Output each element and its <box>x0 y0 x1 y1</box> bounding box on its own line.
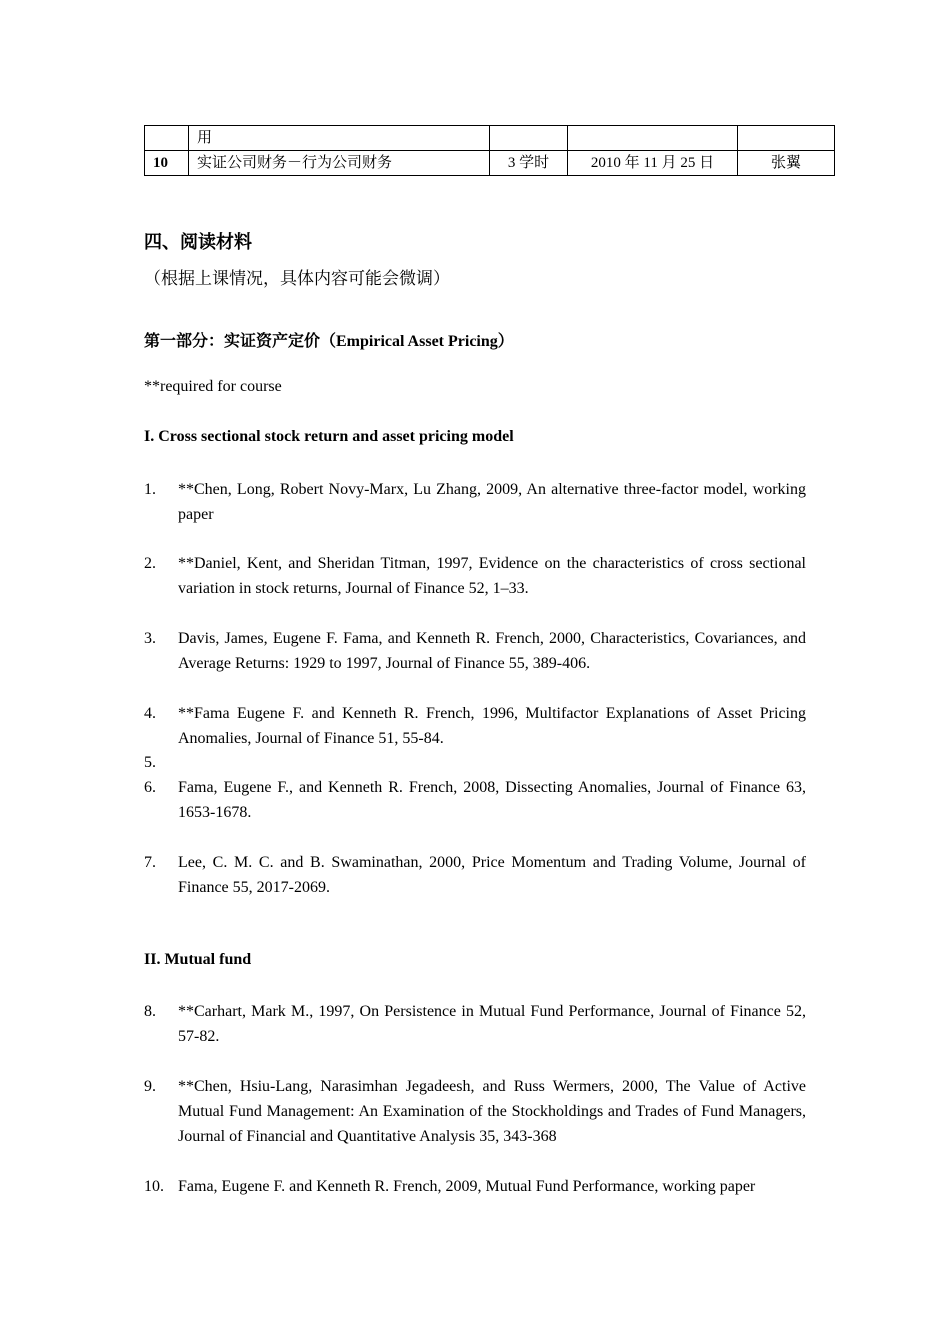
table-cell-no <box>145 126 189 151</box>
required-note: **required for course <box>144 378 282 395</box>
reference-number: 7. <box>144 854 156 871</box>
section-heading-reading-materials: 四、阅读材料 <box>144 232 252 252</box>
table-row <box>145 126 835 151</box>
table-cell-teacher: 张翼 <box>738 151 835 176</box>
adjustment-note: （根据上课情况，具体内容可能会微调） <box>144 269 450 288</box>
reference-item <box>144 626 806 676</box>
reference-number: 4. <box>144 705 156 722</box>
table-cell-teacher <box>738 126 835 151</box>
reference-item <box>144 1174 806 1199</box>
reference-text: Davis, James, Eugene F. Fama, and Kenneth R. French, 2000, Characteristics, Covariances, and Average Returns: 1929 to 1997, Journal of Finance 55, 389-406. <box>178 630 806 672</box>
reference-text: **Chen, Long, Robert Novy-Marx, Lu Zhang, 2009, An alternative three-factor model, working paper <box>178 481 806 523</box>
reference-item <box>144 775 806 825</box>
reference-item <box>144 551 806 601</box>
table-row <box>145 151 835 176</box>
reference-item <box>144 999 806 1049</box>
table-cell-date <box>568 126 738 151</box>
table-cell-no: 10 <box>145 151 189 176</box>
reference-text: Lee, C. M. C. and B. Swaminathan, 2000, Price Momentum and Trading Volume, Journal of Finance 55, 2017-2069. <box>178 854 806 896</box>
reference-text: **Carhart, Mark M., 1997, On Persistence in Mutual Fund Performance, Journal of Finance 52, 57-82. <box>178 1003 806 1045</box>
table-cell-topic: 实证公司财务－行为公司财务 <box>189 151 490 176</box>
part-title: 第一部分：实证资产定价（Empirical Asset Pricing） <box>144 333 514 350</box>
reference-text: **Chen, Hsiu-Lang, Narasimhan Jegadeesh, and Russ Wermers, 2000, The Value of Active Mutual Fund Management: An Examination of the Stockholdings and Trades of Fund Managers, Journal of Financial and Quantitative Analysis 35, 343-368 <box>178 1078 806 1145</box>
table-cell-hours: 3 学时 <box>490 151 568 176</box>
reference-number: 1. <box>144 481 156 498</box>
course-schedule-table <box>144 125 835 176</box>
reference-number: 2. <box>144 555 156 572</box>
reference-number: 10. <box>144 1178 164 1195</box>
reference-number: 3. <box>144 630 156 647</box>
reference-number: 9. <box>144 1078 156 1095</box>
reference-number: 5. <box>144 754 156 771</box>
reference-text: **Daniel, Kent, and Sheridan Titman, 1997, Evidence on the characteristics of cross sectional variation in stock returns, Journal of Finance 52, 1–33. <box>178 555 806 597</box>
reference-text: **Fama Eugene F. and Kenneth R. French, 1996, Multifactor Explanations of Asset Pricing Anomalies, Journal of Finance 51, 55-84. <box>178 705 806 747</box>
section-title-mutual-fund: II. Mutual fund <box>144 951 252 968</box>
reference-item <box>144 701 806 751</box>
table-cell-date: 2010 年 11 月 25 日 <box>568 151 738 176</box>
reference-text: Fama, Eugene F. and Kenneth R. French, 2009, Mutual Fund Performance, working paper <box>178 1178 756 1195</box>
table-cell-topic: 用 <box>189 126 490 151</box>
table-cell-hours <box>490 126 568 151</box>
reference-number: 8. <box>144 1003 156 1020</box>
reference-item <box>144 850 806 900</box>
reference-item <box>144 477 806 527</box>
reference-number: 6. <box>144 779 156 796</box>
section-title-cross-sectional: I. Cross sectional stock return and asset pricing model <box>144 428 514 445</box>
reference-item <box>144 1074 806 1149</box>
reference-text: Fama, Eugene F., and Kenneth R. French, 2008, Dissecting Anomalies, Journal of Finance 63, 1653-1678. <box>178 779 806 821</box>
